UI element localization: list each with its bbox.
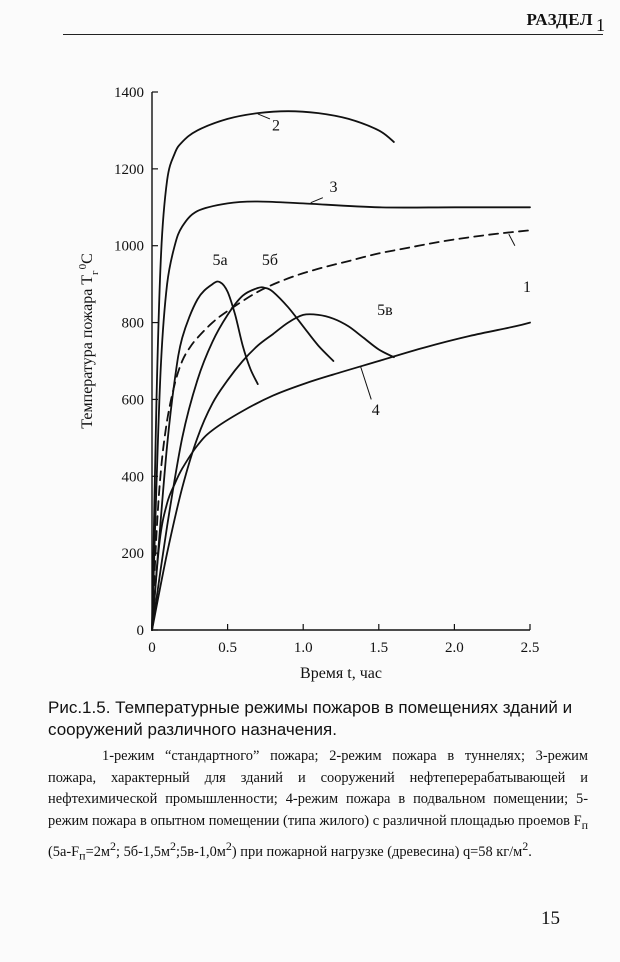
curve-label-4: 4 [371, 401, 380, 419]
y-tick-label: 1000 [114, 238, 144, 255]
series-line-5в [152, 314, 394, 630]
section-number: 1 [596, 15, 605, 35]
figure-caption-body [48, 746, 588, 868]
y-axis-label-sub: г [89, 270, 101, 275]
x-tick-label: 1.0 [293, 640, 313, 656]
y-axis-label-main: Температура пожара T [79, 274, 96, 429]
y-tick-label: 200 [121, 546, 144, 563]
caption-text-4: ; 5б-1,5м [116, 844, 171, 861]
caption-text-7: . [528, 844, 532, 861]
series-line-5б [152, 287, 333, 630]
caption-sub-1: п [581, 817, 588, 832]
caption-sup-2: 2 [170, 839, 177, 854]
caption-text-6: ) при пожарной нагрузке (древесина) q=58 кг/м [231, 844, 523, 861]
x-tick-label: 2.5 [520, 640, 540, 656]
curve-label-5в: 5в [377, 301, 393, 319]
curve-label-3: 3 [329, 178, 338, 196]
chart-series-group [152, 111, 530, 630]
y-axis-label-sup: 0 [77, 263, 89, 270]
caption-text-5: ;5в-1,0м [176, 844, 226, 861]
series-line-1 [152, 230, 530, 630]
chart-axes [77, 85, 539, 682]
x-axis-label: Время t, час [300, 665, 382, 682]
y-tick-label: 800 [121, 315, 144, 332]
x-tick-label: 1.5 [369, 640, 389, 656]
figure-caption-title: Рис.1.5. Температурные режимы пожаров в помещениях зданий и сооружений различного назначения. [48, 698, 573, 739]
chart-curve-labels [212, 114, 530, 419]
x-tick-label: 0 [148, 640, 156, 656]
y-tick-label: 0 [136, 623, 144, 639]
caption-text-3: =2м [85, 844, 111, 861]
y-tick-label: 1200 [114, 161, 144, 178]
y-tick-label: 1400 [114, 85, 144, 101]
caption-sup-4: 2 [522, 839, 529, 854]
y-axis-label-unit: С [79, 253, 96, 264]
curve-label-1: 1 [522, 278, 531, 296]
caption-sub-2: п [79, 848, 86, 863]
curve-leader-1 [509, 234, 515, 246]
y-axis-label [77, 253, 101, 429]
y-tick-label: 400 [121, 469, 144, 486]
caption-text-1: 1-режим “стандартного” пожара; 2-режим пожара в туннелях; 3-режим пожара, характерный для зданий и сооружений нефтеперерабатывающей и нефтехимической промышленности; 4-режим пожара в подвальном помещении; 5-режим пожара в опытном помещении (типа жилого) с различной площадью проемов F [48, 748, 588, 829]
y-tick-label: 600 [121, 392, 144, 409]
curve-leader-2 [258, 114, 270, 119]
series-line-4 [152, 323, 530, 630]
curve-label-5б: 5б [261, 251, 279, 269]
curve-label-2: 2 [271, 117, 280, 135]
series-line-5а [152, 281, 258, 630]
series-line-2 [152, 111, 394, 630]
caption-text-2: (5а-F [48, 844, 80, 861]
series-line-3 [152, 202, 530, 631]
x-tick-label: 0.5 [218, 640, 237, 656]
caption-sup-3: 2 [225, 839, 232, 854]
curve-leader-3 [311, 198, 323, 203]
curve-label-5а: 5а [212, 251, 228, 269]
x-tick-label: 2.0 [445, 640, 464, 656]
page-number: 15 [541, 908, 560, 929]
curve-leader-4 [361, 367, 372, 400]
caption-sup-1: 2 [110, 839, 117, 854]
section-label: РАЗДЕЛ [526, 10, 593, 29]
